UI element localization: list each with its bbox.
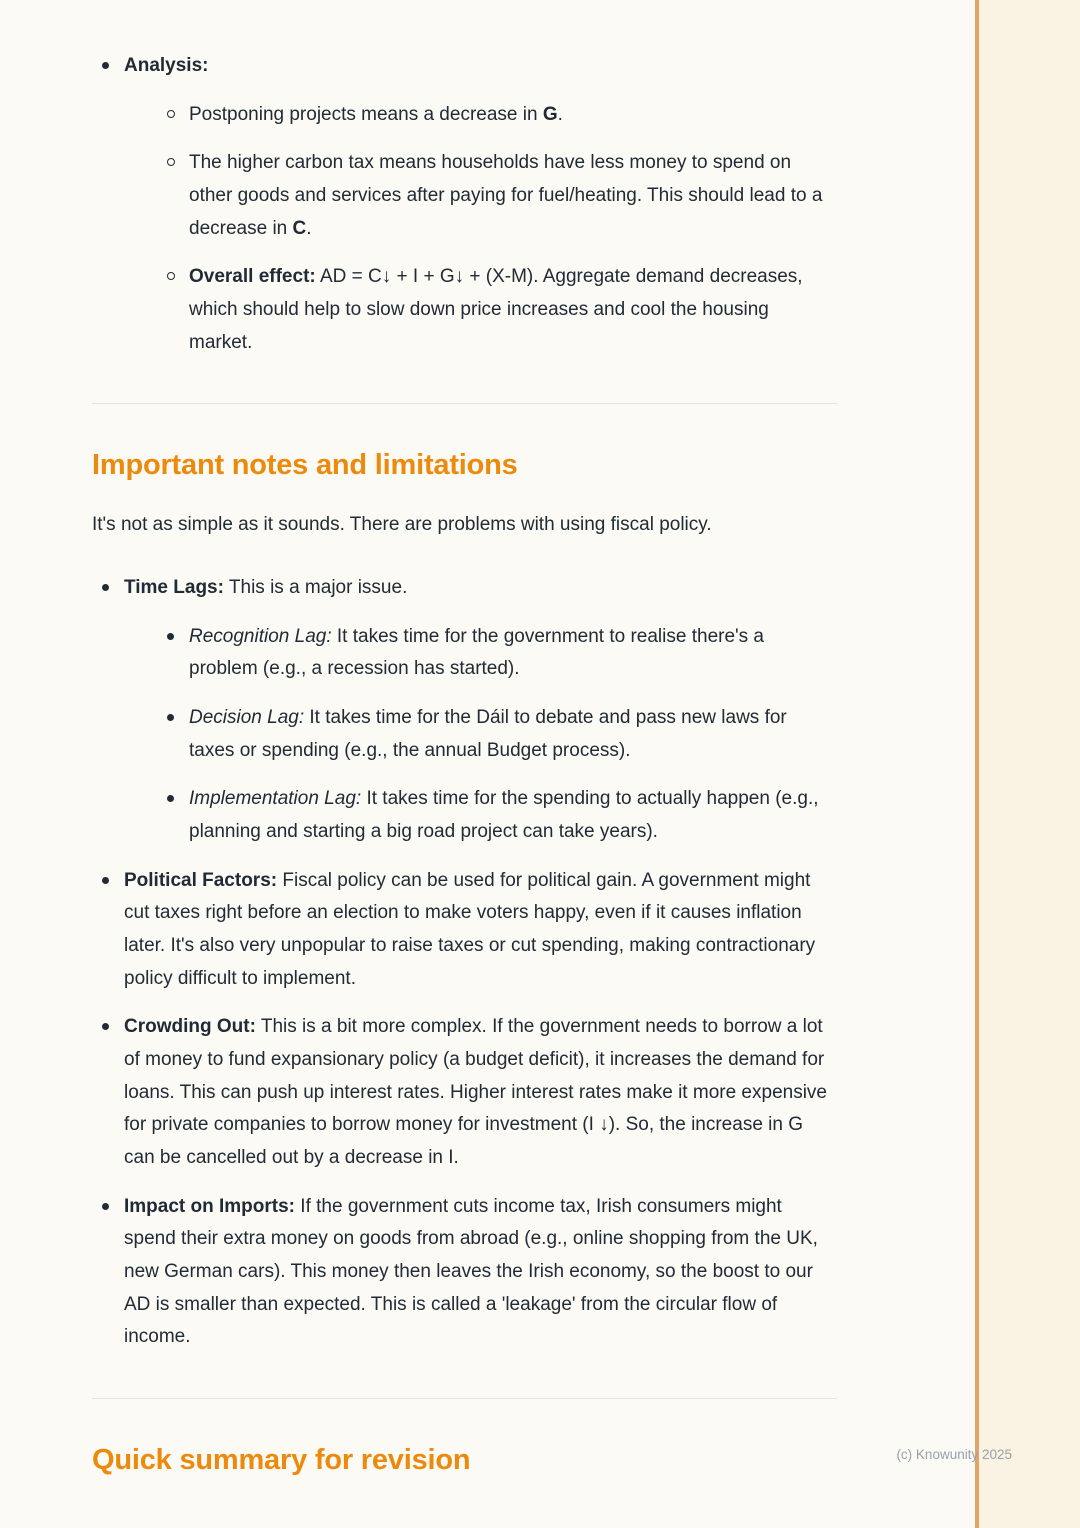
page-side-accent-strip: [975, 0, 1080, 1528]
analysis-label: Analysis:: [124, 55, 209, 76]
document-content: [92, 50, 837, 1504]
list-item-text: Implementation Lag: It takes time for the spending to actually happen (e.g., planning and starting a big road project can take years).: [189, 788, 819, 842]
list-item-text: Crowding Out: This is a bit more complex. If the government needs to borrow a lot of money to fund expansionary policy (a budget deficit), it increases the demand for loans. This can push up interest rates. Higher interest rates make it more expensive for private companies to borrow money for investment (I ↓). So, the increase in G can be cancelled out by a decrease in I.: [124, 1016, 827, 1168]
summary-section-heading: Quick summary for revision: [92, 1443, 471, 1476]
list-item-text: Impact on Imports: If the government cuts income tax, Irish consumers might spend their extra money on goods from abroad (e.g., online shopping from the UK, new German cars). This money then leaves the Irish economy, so the boost to our AD is smaller than expected. This is called a 'leakage' from the circular flow of income.: [124, 1195, 818, 1348]
time-lags-sublist: [157, 621, 837, 849]
section-divider: [92, 403, 837, 404]
list-item: [157, 702, 837, 767]
list-item: [157, 783, 837, 848]
analysis-sublist: [157, 99, 837, 360]
list-item: [92, 572, 837, 849]
circle-bullet-icon: [167, 158, 175, 166]
analysis-list: [92, 50, 837, 359]
bullet-icon: [167, 714, 174, 721]
notes-intro-paragraph: It's not as simple as it sounds. There are problems with using fiscal policy.: [92, 514, 712, 536]
list-item-text: Recognition Lag: It takes time for the government to realise there's a problem (e.g., a recession has started).: [189, 625, 764, 680]
list-item: [92, 50, 837, 359]
list-item: [157, 621, 837, 686]
list-item: [157, 147, 837, 245]
notes-section-heading: Important notes and limitations: [92, 449, 518, 482]
bullet-icon: [102, 1023, 109, 1030]
list-item: [157, 261, 837, 359]
list-item: [92, 1191, 837, 1354]
list-item-text: Political Factors: Fiscal policy can be used for political gain. A government might cut taxes right before an election to make voters happy, even if it causes inflation later. It's also very unpopular to raise taxes or cut spending, making contractionary policy difficult to implement.: [124, 869, 816, 989]
list-item: [92, 865, 837, 996]
circle-bullet-icon: [167, 272, 175, 280]
section-divider: [92, 1398, 837, 1399]
list-item: [157, 99, 837, 132]
bullet-icon: [102, 1203, 109, 1210]
notes-list: [92, 572, 837, 1354]
circle-bullet-icon: [167, 110, 175, 118]
list-item-text: The higher carbon tax means households have less money to spend on other goods and services after paying for fuel/heating. This should lead to a decrease in C.: [189, 152, 823, 239]
copyright-note: (c) Knowunity 2025: [896, 1447, 1012, 1462]
bullet-icon: [102, 877, 109, 884]
list-item-text: Time Lags: This is a major issue.: [124, 576, 408, 598]
list-item-text: Postponing projects means a decrease in G.: [189, 103, 563, 125]
list-item-text: Decision Lag: It takes time for the Dáil to debate and pass new laws for taxes or spending (e.g., the annual Budget process).: [189, 706, 787, 761]
list-item-text: Overall effect: AD = C↓ + I + G↓ + (X-M). Aggregate demand decreases, which should help to slow down price increases and cool the housing market.: [189, 266, 803, 353]
bullet-icon: [102, 584, 109, 591]
bullet-icon: [167, 795, 174, 802]
bullet-icon: [167, 633, 174, 640]
bullet-icon: [102, 62, 109, 69]
list-item: [92, 1011, 837, 1174]
